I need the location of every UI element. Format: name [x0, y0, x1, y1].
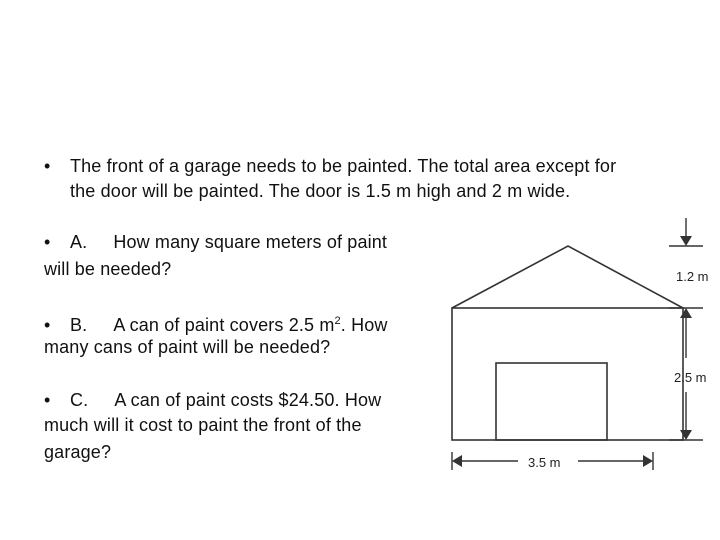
- garage-roof: [452, 246, 683, 308]
- garage-wall: [452, 308, 683, 440]
- bullet: •: [44, 315, 51, 335]
- question-b-text-1: A can of paint covers 2.5 m: [113, 315, 335, 335]
- garage-door: [496, 363, 607, 440]
- bullet: •: [44, 232, 51, 252]
- question-b-letter: B.: [70, 315, 88, 335]
- wall-height-label: 2.5 m: [674, 370, 707, 385]
- arrow-right-icon: [643, 455, 653, 467]
- question-b-line-2: many cans of paint will be needed?: [44, 337, 331, 357]
- question-c-line-3: garage?: [44, 442, 112, 462]
- bullet: •: [44, 390, 51, 410]
- arrow-down-icon: [680, 236, 692, 246]
- question-a-letter: A.: [70, 232, 88, 252]
- superscript-2: 2: [334, 315, 341, 327]
- question-c-text-1: A can of paint costs $24.50. How: [114, 390, 382, 410]
- question-c-line-2: much will it cost to paint the front of the: [44, 415, 362, 435]
- width-label: 3.5 m: [528, 455, 561, 470]
- intro-text-1: The front of a garage needs to be painted. The total area except for: [70, 156, 617, 176]
- arrow-down-icon: [680, 430, 692, 440]
- bullet: •: [44, 156, 51, 176]
- question-a-line-2: will be needed?: [44, 259, 172, 279]
- intro-line-2: the door will be painted. The door is 1.5 m high and 2 m wide.: [70, 181, 571, 201]
- question-a-text-1: How many square meters of paint: [113, 232, 388, 252]
- arrow-left-icon: [452, 455, 462, 467]
- question-c-letter: C.: [70, 390, 89, 410]
- arrow-up-icon: [680, 308, 692, 318]
- roof-height-label: 1.2 m: [676, 269, 709, 284]
- question-b-text-1b: . How: [340, 315, 388, 335]
